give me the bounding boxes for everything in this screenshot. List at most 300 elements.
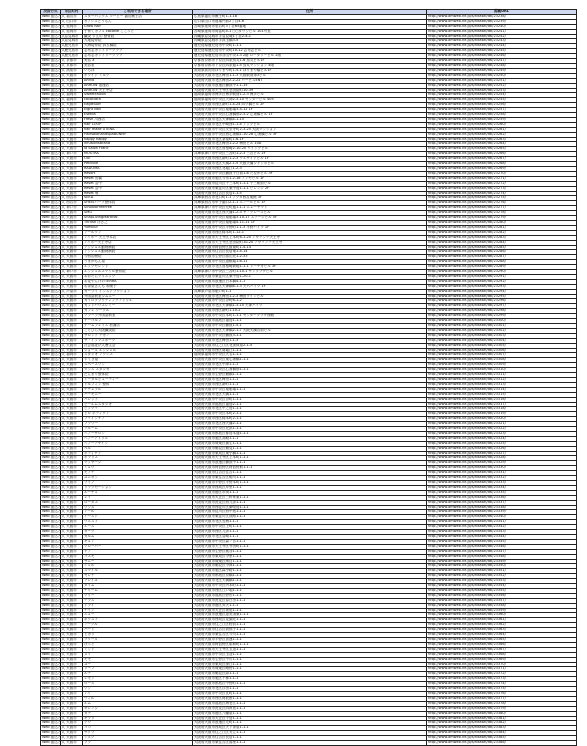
- cell-url[interactable]: http://www.amweb.ne.jp/s/hitasel/dtl/23344/: [427, 534, 577, 539]
- cell-payment-method: Web 振込方式: [42, 264, 65, 269]
- cell-url[interactable]: http://www.amweb.ne.jp/s/hitasel/dtl/23383/: [427, 726, 577, 731]
- header-payment-method: 決済方式: [41, 10, 61, 15]
- cell-place: すてき屋: [83, 358, 193, 363]
- cell-url[interactable]: http://www.amweb.ne.jp/s/hitasel/dtl/23291/: [427, 274, 577, 279]
- cell-place: Reset 豊中: [83, 186, 193, 191]
- cell-address: 大阪府大阪市都島区中野町1-1-1: [193, 682, 427, 687]
- cell-payment-method: Web 振込方式: [42, 715, 65, 720]
- cell-url[interactable]: http://www.amweb.ne.jp/s/hitasel/dtl/23374/: [427, 682, 577, 687]
- cell-url[interactable]: http://www.amweb.ne.jp/s/hitasel/dtl/23364/: [427, 633, 577, 638]
- cell-url[interactable]: http://www.amweb.ne.jp/s/hitasel/dtl/23336/: [427, 495, 577, 500]
- cell-url[interactable]: http://www.amweb.ne.jp/s/hitasel/dtl/23257/: [427, 108, 577, 113]
- cell-place: Estella: [83, 113, 193, 118]
- cell-url[interactable]: http://www.amweb.ne.jp/s/hitasel/dtl/23386/: [427, 741, 577, 746]
- cell-place: カーライ インストラクション: [83, 289, 193, 294]
- cell-city: 大阪市: [61, 691, 83, 696]
- cell-place: 今西治療院: [83, 255, 193, 260]
- cell-place: ミュウ: [83, 466, 193, 471]
- cell-url[interactable]: http://www.amweb.ne.jp/s/hitasel/dtl/23341/: [427, 520, 577, 525]
- cell-city: 山口市: [61, 19, 83, 24]
- cell-url[interactable]: http://www.amweb.ne.jp/s/hitasel/dtl/23381/: [427, 716, 577, 721]
- cell-payment-method: Web 振込方式: [42, 180, 65, 185]
- cell-place: ナチュラル: [83, 387, 193, 392]
- cell-url[interactable]: http://www.amweb.ne.jp/s/hitasel/dtl/23355/: [427, 588, 577, 593]
- cell-url[interactable]: http://www.amweb.ne.jp/s/hitasel/dtl/23256/: [427, 103, 577, 108]
- cell-payment-method: Web 振込方式: [42, 323, 65, 327]
- cell-payment-method: Web 振込方式: [42, 450, 65, 455]
- cell-place: テラス: [83, 598, 193, 603]
- cell-city: 大阪市: [61, 451, 83, 456]
- cell-url[interactable]: http://www.amweb.ne.jp/s/hitasel/dtl/23262/: [427, 132, 577, 137]
- cell-payment-method: Web 振込方式: [42, 681, 65, 686]
- cell-place: カットハウスレミー: [83, 304, 193, 309]
- cell-payment-method: Web 振込方式: [42, 357, 65, 362]
- cell-url[interactable]: http://www.amweb.ne.jp/s/hitasel/dtl/23316/: [427, 397, 577, 402]
- cell-place: ルーチェ: [83, 490, 193, 495]
- cell-place: 子育てカフェ cocotte ここっと: [83, 29, 193, 34]
- cell-url[interactable]: http://www.amweb.ne.jp/s/hitasel/dtl/23346/: [427, 544, 577, 549]
- cell-payment-method: Web 振込方式: [42, 62, 65, 67]
- cell-address: 大阪府大阪市中央区森ノ宮1-1-1: [193, 539, 427, 544]
- cell-address: 大阪府大阪市北区中崎西1-1-4 アップビル: [193, 122, 427, 127]
- cell-url[interactable]: http://www.amweb.ne.jp/s/hitasel/dtl/23244/: [427, 44, 577, 49]
- cell-url[interactable]: http://www.amweb.ne.jp/s/hitasel/dtl/23284/: [427, 240, 577, 245]
- cell-payment-method: Web 振込方式: [42, 293, 65, 298]
- cell-place: モモ: [83, 657, 193, 662]
- cell-url[interactable]: http://www.amweb.ne.jp/s/hitasel/dtl/23349/: [427, 559, 577, 564]
- cell-address: 大阪府大阪市北区梅田1-2-3 梅田ツインビル: [193, 294, 427, 299]
- cell-place: オーク: [83, 530, 193, 535]
- cell-url[interactable]: http://www.amweb.ne.jp/s/hitasel/dtl/23326/: [427, 446, 577, 451]
- cell-url[interactable]: http://www.amweb.ne.jp/s/hitasel/dtl/23352/: [427, 574, 577, 579]
- cell-address: 大阪府大阪市福島区福島2-1-1: [193, 402, 427, 407]
- cell-payment-method: Web 振込方式: [42, 637, 65, 641]
- cell-url[interactable]: http://www.amweb.ne.jp/s/hitasel/dtl/23283/: [427, 235, 577, 240]
- cell-url[interactable]: http://www.amweb.ne.jp/s/hitasel/dtl/23323/: [427, 431, 577, 436]
- cell-city: 大阪市: [61, 539, 83, 544]
- cell-url[interactable]: http://www.amweb.ne.jp/s/hitasel/dtl/23320/: [427, 417, 577, 422]
- cell-url[interactable]: http://www.amweb.ne.jp/s/hitasel/dtl/23353/: [427, 579, 577, 584]
- cell-payment-method: Web 振込方式: [42, 254, 65, 259]
- cell-url[interactable]: http://www.amweb.ne.jp/s/hitasel/dtl/23268/: [427, 162, 577, 167]
- cell-place: ケア: [83, 549, 193, 554]
- cell-address: 大阪府大阪市平野区喜連1-1-1: [193, 638, 427, 643]
- cell-url[interactable]: http://www.amweb.ne.jp/s/hitasel/dtl/23372/: [427, 672, 577, 677]
- cell-url[interactable]: http://www.amweb.ne.jp/s/hitasel/dtl/23331/: [427, 471, 577, 476]
- cell-payment-method: Web 振込方式: [42, 283, 65, 288]
- cell-payment-method: Web 振込方式: [42, 514, 65, 519]
- cell-url[interactable]: http://www.amweb.ne.jp/s/hitasel/dtl/23318/: [427, 407, 577, 412]
- cell-place: 志布志カントリークラブ: [83, 54, 193, 59]
- cell-url[interactable]: http://www.amweb.ne.jp/s/hitasel/dtl/23375/: [427, 687, 577, 692]
- cell-url[interactable]: http://www.amweb.ne.jp/s/hitasel/dtl/23378/: [427, 701, 577, 706]
- cell-address: 大阪府大阪市東成区東小橋1-1-1: [193, 451, 427, 456]
- cell-city: 大阪市: [61, 682, 83, 687]
- cell-url[interactable]: http://www.amweb.ne.jp/s/hitasel/dtl/23379/: [427, 706, 577, 711]
- cell-url[interactable]: http://www.amweb.ne.jp/s/hitasel/dtl/23337/: [427, 500, 577, 505]
- cell-url[interactable]: http://www.amweb.ne.jp/s/hitasel/dtl/23239/: [427, 19, 577, 24]
- cell-payment-method: Web 振込方式: [42, 170, 65, 175]
- cell-url[interactable]: http://www.amweb.ne.jp/s/hitasel/dtl/23285/: [427, 245, 577, 250]
- cell-payment-method: Web 振込方式: [42, 548, 65, 553]
- cell-place: カルム: [83, 534, 193, 539]
- cell-url[interactable]: http://www.amweb.ne.jp/s/hitasel/dtl/23359/: [427, 608, 577, 613]
- cell-payment-method: Web 振込方式: [42, 112, 65, 117]
- cell-address: 大阪府大阪市旭区今市1-2-18 アンセビル 1F: [193, 176, 427, 181]
- cell-url[interactable]: http://www.amweb.ne.jp/s/hitasel/dtl/23334/: [427, 485, 577, 490]
- cell-address: 沖縄県豊見城市字豊見城1丁目2-4-1: [193, 34, 427, 39]
- cell-city: 大阪市: [61, 677, 83, 682]
- cell-url[interactable]: http://www.amweb.ne.jp/s/hitasel/dtl/23367/: [427, 647, 577, 652]
- cell-url[interactable]: http://www.amweb.ne.jp/s/hitasel/dtl/23319/: [427, 412, 577, 417]
- cell-address: 京都府京都市下京区四条通1-5 烏丸マンション 4階: [193, 63, 427, 68]
- cell-url[interactable]: http://www.amweb.ne.jp/s/hitasel/dtl/23328/: [427, 456, 577, 461]
- cell-payment-method: Web 振込方式: [42, 695, 65, 700]
- cell-address: 大阪府大阪市福島区福島1-1-1: [193, 319, 427, 324]
- cell-url[interactable]: http://www.amweb.ne.jp/s/hitasel/dtl/23310/: [427, 368, 577, 373]
- cell-url[interactable]: http://www.amweb.ne.jp/s/hitasel/dtl/23313/: [427, 382, 577, 387]
- cell-url[interactable]: http://www.amweb.ne.jp/s/hitasel/dtl/23293/: [427, 284, 577, 289]
- cell-url[interactable]: http://www.amweb.ne.jp/s/hitasel/dtl/23267/: [427, 157, 577, 162]
- cell-url[interactable]: http://www.amweb.ne.jp/s/hitasel/dtl/23324/: [427, 436, 577, 441]
- cell-address: 兵庫県西宮市甲子園口2-1-1 エノールビル 1F: [193, 201, 427, 206]
- cell-city: 大阪市: [61, 579, 83, 584]
- cell-place: ウエスト: [83, 520, 193, 525]
- cell-url[interactable]: http://www.amweb.ne.jp/s/hitasel/dtl/23377/: [427, 696, 577, 701]
- cell-payment-method: Web 振込方式: [42, 298, 65, 303]
- cell-place: アイホー 天王寺本店: [83, 235, 193, 240]
- cell-url[interactable]: http://www.amweb.ne.jp/s/hitasel/dtl/23258/: [427, 113, 577, 118]
- cell-url[interactable]: http://www.amweb.ne.jp/s/hitasel/dtl/23248/: [427, 63, 577, 68]
- cell-city: 大阪市: [61, 363, 83, 368]
- cell-url[interactable]: http://www.amweb.ne.jp/s/hitasel/dtl/23243/: [427, 39, 577, 44]
- cell-url[interactable]: http://www.amweb.ne.jp/s/hitasel/dtl/23363/: [427, 628, 577, 633]
- cell-place: ワンズ: [83, 505, 193, 510]
- cell-url[interactable]: http://www.amweb.ne.jp/s/hitasel/dtl/23304/: [427, 338, 577, 343]
- cell-url[interactable]: http://www.amweb.ne.jp/s/hitasel/dtl/23338/: [427, 505, 577, 510]
- cell-url[interactable]: http://www.amweb.ne.jp/s/hitasel/dtl/23259/: [427, 117, 577, 122]
- cell-city: 大阪市: [61, 638, 83, 643]
- cell-url[interactable]: http://www.amweb.ne.jp/s/hitasel/dtl/23271/: [427, 176, 577, 181]
- cell-payment-method: Web 振込方式: [42, 617, 65, 622]
- cell-city: 大阪市: [61, 701, 83, 706]
- cell-address: 大阪府大阪市東淀川区東中島1-1-1 ビレッジ 2F: [193, 186, 427, 191]
- cell-place: Grow hair: [83, 24, 193, 29]
- cell-url[interactable]: http://www.amweb.ne.jp/s/hitasel/dtl/23240/: [427, 24, 577, 29]
- cell-url[interactable]: http://www.amweb.ne.jp/s/hitasel/dtl/23242/: [427, 34, 577, 39]
- cell-place: クローバー: [83, 544, 193, 549]
- cell-url[interactable]: http://www.amweb.ne.jp/s/hitasel/dtl/23276/: [427, 201, 577, 206]
- cell-url[interactable]: http://www.amweb.ne.jp/s/hitasel/dtl/23380/: [427, 711, 577, 716]
- cell-url[interactable]: http://www.amweb.ne.jp/s/hitasel/dtl/23261/: [427, 127, 577, 132]
- cell-payment-method: Web 振込方式: [42, 583, 65, 588]
- cell-city: 大阪市: [61, 485, 83, 490]
- cell-url[interactable]: http://www.amweb.ne.jp/s/hitasel/dtl/23292/: [427, 279, 577, 284]
- cell-url[interactable]: http://www.amweb.ne.jp/s/hitasel/dtl/23247/: [427, 59, 577, 64]
- cell-city: 大阪市: [61, 220, 83, 225]
- cell-city: 大阪市: [61, 510, 83, 515]
- cell-url[interactable]: http://www.amweb.ne.jp/s/hitasel/dtl/23305/: [427, 343, 577, 348]
- cell-payment-method: Web 振込方式: [42, 563, 65, 568]
- cell-address: 大阪府大阪市北区梅田1-1-3: [193, 338, 427, 343]
- cell-url[interactable]: http://www.amweb.ne.jp/s/hitasel/dtl/23300/: [427, 319, 577, 324]
- cell-url[interactable]: http://www.amweb.ne.jp/s/hitasel/dtl/23297/: [427, 304, 577, 309]
- cell-url[interactable]: http://www.amweb.ne.jp/s/hitasel/dtl/23345/: [427, 539, 577, 544]
- cell-url[interactable]: http://www.amweb.ne.jp/s/hitasel/dtl/23333/: [427, 481, 577, 486]
- cell-url[interactable]: http://www.amweb.ne.jp/s/hitasel/dtl/23263/: [427, 137, 577, 142]
- cell-place: シズク: [83, 736, 193, 741]
- cell-city: 大阪市: [61, 436, 83, 441]
- cell-url[interactable]: http://www.amweb.ne.jp/s/hitasel/dtl/23282/: [427, 230, 577, 235]
- cell-city: 西宮市: [61, 201, 83, 206]
- cell-url[interactable]: http://www.amweb.ne.jp/s/hitasel/dtl/23368/: [427, 652, 577, 657]
- cell-city: 大阪市: [61, 608, 83, 613]
- cell-city: 大阪市: [61, 348, 83, 353]
- cell-url[interactable]: http://www.amweb.ne.jp/s/hitasel/dtl/23273/: [427, 186, 577, 191]
- cell-url[interactable]: http://www.amweb.ne.jp/s/hitasel/dtl/23287/: [427, 255, 577, 260]
- cell-payment-method: Web 振込方式: [42, 327, 65, 332]
- cell-url[interactable]: http://www.amweb.ne.jp/s/hitasel/dtl/23376/: [427, 691, 577, 696]
- cell-city: 豊見城市: [61, 39, 83, 44]
- cell-city: 大阪市: [61, 117, 83, 122]
- cell-city: 大阪市: [61, 230, 83, 235]
- cell-url[interactable]: http://www.amweb.ne.jp/s/hitasel/dtl/23272/: [427, 181, 577, 186]
- cell-city: 大阪市: [61, 549, 83, 554]
- cell-place: ホワイト ミルク: [83, 73, 193, 78]
- cell-place: ファインケア: [83, 417, 193, 422]
- cell-url[interactable]: http://www.amweb.ne.jp/s/hitasel/dtl/23266/: [427, 152, 577, 157]
- cell-url[interactable]: http://www.amweb.ne.jp/s/hitasel/dtl/23327/: [427, 451, 577, 456]
- cell-place: ロータス: [83, 500, 193, 505]
- header-place: ご利用できる場所: [83, 10, 193, 15]
- cell-url[interactable]: http://www.amweb.ne.jp/s/hitasel/dtl/23340/: [427, 515, 577, 520]
- cell-url[interactable]: http://www.amweb.ne.jp/s/hitasel/dtl/23279/: [427, 216, 577, 221]
- cell-city: 大阪市: [61, 225, 83, 230]
- cell-place: ソラ: [83, 741, 193, 746]
- cell-city: 大阪市: [61, 593, 83, 598]
- cell-address: 大阪府大阪市住吉区長居東1-4-14: [193, 250, 427, 255]
- cell-city: 大阪市: [61, 250, 83, 255]
- cell-url[interactable]: http://www.amweb.ne.jp/s/hitasel/dtl/23358/: [427, 603, 577, 608]
- cell-url[interactable]: http://www.amweb.ne.jp/s/hitasel/dtl/23278/: [427, 211, 577, 216]
- cell-place: サクラ: [83, 731, 193, 736]
- cell-url[interactable]: http://www.amweb.ne.jp/s/hitasel/dtl/23253/: [427, 88, 577, 93]
- cell-url[interactable]: http://www.amweb.ne.jp/s/hitasel/dtl/23322/: [427, 427, 577, 432]
- cell-url[interactable]: http://www.amweb.ne.jp/s/hitasel/dtl/23360/: [427, 613, 577, 618]
- cell-payment-method: Web 振込方式: [42, 710, 65, 715]
- cell-url[interactable]: http://www.amweb.ne.jp/s/hitasel/dtl/23306/: [427, 348, 577, 353]
- cell-url[interactable]: http://www.amweb.ne.jp/s/hitasel/dtl/23309/: [427, 363, 577, 368]
- cell-url[interactable]: http://www.amweb.ne.jp/s/hitasel/dtl/23317/: [427, 402, 577, 407]
- cell-address: 大阪府大阪市東住吉区駒川1-1-1: [193, 476, 427, 481]
- cell-url[interactable]: http://www.amweb.ne.jp/s/hitasel/dtl/23382/: [427, 721, 577, 726]
- cell-place: ハーモニー: [83, 392, 193, 397]
- cell-url[interactable]: http://www.amweb.ne.jp/s/hitasel/dtl/23365/: [427, 638, 577, 643]
- cell-place: アイ: [83, 691, 193, 696]
- cell-url[interactable]: http://www.amweb.ne.jp/s/hitasel/dtl/23347/: [427, 549, 577, 554]
- cell-url[interactable]: http://www.amweb.ne.jp/s/hitasel/dtl/23254/: [427, 93, 577, 98]
- cell-place: ソレイユ: [83, 579, 193, 584]
- cell-url[interactable]: http://www.amweb.ne.jp/s/hitasel/dtl/23348/: [427, 554, 577, 559]
- cell-url[interactable]: http://www.amweb.ne.jp/s/hitasel/dtl/23311/: [427, 373, 577, 378]
- cell-url[interactable]: http://www.amweb.ne.jp/s/hitasel/dtl/23298/: [427, 309, 577, 314]
- cell-city: 福山市: [61, 14, 83, 19]
- cell-payment-method: Web 振込方式: [42, 151, 65, 156]
- cell-place: ユー: [83, 662, 193, 667]
- cell-url[interactable]: http://www.amweb.ne.jp/s/hitasel/dtl/23321/: [427, 422, 577, 427]
- cell-url[interactable]: http://www.amweb.ne.jp/s/hitasel/dtl/23281/: [427, 225, 577, 230]
- cell-place: RADOMA: [83, 167, 193, 172]
- cell-payment-method: Web 振込方式: [42, 229, 65, 234]
- cell-address: 大阪府大阪市大正区三軒家東1-1-1: [193, 495, 427, 500]
- cell-payment-method: Web 振込方式: [42, 185, 65, 190]
- cell-url[interactable]: http://www.amweb.ne.jp/s/hitasel/dtl/23332/: [427, 476, 577, 481]
- cell-address: 大阪府大阪市浪速区恵美須東1-1-1: [193, 613, 427, 618]
- cell-place: ツリー: [83, 593, 193, 598]
- cell-url[interactable]: http://www.amweb.ne.jp/s/hitasel/dtl/23270/: [427, 171, 577, 176]
- cell-payment-method: Web 振込方式: [42, 288, 65, 293]
- cell-place: ハート: [83, 628, 193, 633]
- cell-url[interactable]: http://www.amweb.ne.jp/s/hitasel/dtl/23330/: [427, 466, 577, 471]
- cell-place: お花やんけのTERRA: [83, 279, 193, 284]
- cell-url[interactable]: http://www.amweb.ne.jp/s/hitasel/dtl/23255/: [427, 98, 577, 103]
- cell-url[interactable]: http://www.amweb.ne.jp/s/hitasel/dtl/23314/: [427, 387, 577, 392]
- cell-payment-method: Web 振込方式: [42, 18, 65, 23]
- cell-url[interactable]: http://www.amweb.ne.jp/s/hitasel/dtl/23308/: [427, 358, 577, 363]
- cell-url[interactable]: http://www.amweb.ne.jp/s/hitasel/dtl/23245/: [427, 49, 577, 54]
- cell-url[interactable]: http://www.amweb.ne.jp/s/hitasel/dtl/23312/: [427, 377, 577, 382]
- cell-url[interactable]: http://www.amweb.ne.jp/s/hitasel/dtl/23329/: [427, 461, 577, 466]
- cell-city: 大阪市: [61, 515, 83, 520]
- cell-address: 大阪府大阪市鶴見区緑1-1-1: [193, 672, 427, 677]
- cell-place: SMG: [83, 211, 193, 216]
- cell-city: 大阪市: [61, 667, 83, 672]
- cell-url[interactable]: http://www.amweb.ne.jp/s/hitasel/dtl/23350/: [427, 564, 577, 569]
- cell-address: 大阪府大阪市生野区桃谷1-1-1: [193, 549, 427, 554]
- cell-url[interactable]: http://www.amweb.ne.jp/s/hitasel/dtl/23295/: [427, 294, 577, 299]
- cell-url[interactable]: http://www.amweb.ne.jp/s/hitasel/dtl/23249/: [427, 68, 577, 73]
- cell-place: 大地接骨院: [83, 39, 193, 44]
- cell-address: 大阪府大阪市北区梅田1-1-1: [193, 377, 427, 382]
- cell-url[interactable]: http://www.amweb.ne.jp/s/hitasel/dtl/23339/: [427, 510, 577, 515]
- cell-url[interactable]: http://www.amweb.ne.jp/s/hitasel/dtl/23299/: [427, 314, 577, 319]
- cell-url[interactable]: http://www.amweb.ne.jp/s/hitasel/dtl/23335/: [427, 490, 577, 495]
- cell-url[interactable]: http://www.amweb.ne.jp/s/hitasel/dtl/23301/: [427, 324, 577, 329]
- cell-place: スタジオ アクシス: [83, 353, 193, 358]
- cell-url[interactable]: http://www.amweb.ne.jp/s/hitasel/dtl/23384/: [427, 731, 577, 736]
- cell-url[interactable]: http://www.amweb.ne.jp/s/hitasel/dtl/23303/: [427, 333, 577, 338]
- cell-city: 大阪市: [61, 73, 83, 78]
- cell-url[interactable]: http://www.amweb.ne.jp/s/hitasel/dtl/23269/: [427, 167, 577, 172]
- cell-url[interactable]: http://www.amweb.ne.jp/s/hitasel/dtl/23288/: [427, 260, 577, 265]
- cell-url[interactable]: http://www.amweb.ne.jp/s/hitasel/dtl/23251/: [427, 78, 577, 83]
- cell-place: 志布志カントリークラブ: [83, 49, 193, 54]
- cell-url[interactable]: http://www.amweb.ne.jp/s/hitasel/dtl/23296/: [427, 299, 577, 304]
- cell-url[interactable]: http://www.amweb.ne.jp/s/hitasel/dtl/23373/: [427, 677, 577, 682]
- cell-url[interactable]: http://www.amweb.ne.jp/s/hitasel/dtl/23343/: [427, 530, 577, 535]
- cell-city: 延岡市: [61, 24, 83, 29]
- cell-url[interactable]: http://www.amweb.ne.jp/s/hitasel/dtl/23252/: [427, 83, 577, 88]
- cell-place: SinoBioFreeFree: [83, 206, 193, 211]
- cell-url[interactable]: http://www.amweb.ne.jp/s/hitasel/dtl/23307/: [427, 353, 577, 358]
- cell-address: 大阪府大阪市中央区南船場4-11-11 1F: [193, 220, 427, 225]
- cell-url[interactable]: http://www.amweb.ne.jp/s/hitasel/dtl/23385/: [427, 736, 577, 741]
- cell-url[interactable]: http://www.amweb.ne.jp/s/hitasel/dtl/23302/: [427, 328, 577, 333]
- cell-url[interactable]: http://www.amweb.ne.jp/s/hitasel/dtl/23325/: [427, 441, 577, 446]
- cell-url[interactable]: http://www.amweb.ne.jp/s/hitasel/dtl/23265/: [427, 147, 577, 152]
- cell-url[interactable]: http://www.amweb.ne.jp/s/hitasel/dtl/23280/: [427, 220, 577, 225]
- cell-url[interactable]: http://www.amweb.ne.jp/s/hitasel/dtl/23357/: [427, 598, 577, 603]
- cell-payment-method: Web 振込方式: [42, 43, 65, 48]
- cell-place: ローズ: [83, 682, 193, 687]
- cell-url[interactable]: http://www.amweb.ne.jp/s/hitasel/dtl/23238/: [427, 14, 577, 19]
- cell-city: 鹿児島市: [61, 49, 83, 54]
- cell-city: 大阪市: [61, 741, 83, 746]
- cell-url[interactable]: http://www.amweb.ne.jp/s/hitasel/dtl/23366/: [427, 642, 577, 647]
- cell-address: 大阪府大阪市西区江戸堀1-1-1: [193, 588, 427, 593]
- cell-url[interactable]: http://www.amweb.ne.jp/s/hitasel/dtl/23289/: [427, 265, 577, 270]
- cell-address: 福岡県福岡市博多区博多駅前1-2-3 博多ビル: [193, 93, 427, 98]
- cell-url[interactable]: http://www.amweb.ne.jp/s/hitasel/dtl/23286/: [427, 250, 577, 255]
- cell-payment-method: Web 振込方式: [42, 597, 65, 602]
- cell-url[interactable]: http://www.amweb.ne.jp/s/hitasel/dtl/23361/: [427, 618, 577, 623]
- cell-city: 芦屋市: [61, 289, 83, 294]
- cell-url[interactable]: http://www.amweb.ne.jp/s/hitasel/dtl/23275/: [427, 196, 577, 201]
- cell-address: 大阪府大阪市中央区西心斎橋1-10-28 心斎橋ビル 3F: [193, 132, 427, 137]
- cell-url[interactable]: http://www.amweb.ne.jp/s/hitasel/dtl/23260/: [427, 122, 577, 127]
- cell-payment-method: Web 振込方式: [42, 175, 65, 180]
- cell-place: ARROW 浪速店: [83, 83, 193, 88]
- cell-place: ザ・イップスポーツ: [83, 338, 193, 343]
- cell-url[interactable]: http://www.amweb.ne.jp/s/hitasel/dtl/23246/: [427, 54, 577, 59]
- cell-url[interactable]: http://www.amweb.ne.jp/s/hitasel/dtl/23250/: [427, 73, 577, 78]
- cell-address: 大阪府大阪市都島区京橋1-1-1: [193, 574, 427, 579]
- cell-payment-method: Web 振込方式: [42, 13, 65, 18]
- cell-payment-method: Web 振込方式: [42, 82, 65, 87]
- cell-city: 大阪市: [61, 613, 83, 618]
- cell-address: 大阪府大阪市中央区東心斎橋1-1-1: [193, 358, 427, 363]
- cell-address: 大阪府大阪市北区梅田1-1-3 大阪駅前第3ビル: [193, 73, 427, 78]
- cell-url[interactable]: http://www.amweb.ne.jp/s/hitasel/dtl/23370/: [427, 662, 577, 667]
- cell-address: 大阪府大阪市東成区深江1-1-1: [193, 662, 427, 667]
- cell-payment-method: Web 振込方式: [42, 72, 65, 77]
- cell-url[interactable]: http://www.amweb.ne.jp/s/hitasel/dtl/23351/: [427, 569, 577, 574]
- cell-url[interactable]: http://www.amweb.ne.jp/s/hitasel/dtl/23362/: [427, 623, 577, 628]
- cell-url[interactable]: http://www.amweb.ne.jp/s/hitasel/dtl/23371/: [427, 667, 577, 672]
- cell-address: 大阪府大阪市西区新町1-4-24 四ツ橋ビル 2F: [193, 103, 427, 108]
- cell-url[interactable]: http://www.amweb.ne.jp/s/hitasel/dtl/23342/: [427, 525, 577, 530]
- cell-url[interactable]: http://www.amweb.ne.jp/s/hitasel/dtl/23369/: [427, 657, 577, 662]
- cell-url[interactable]: http://www.amweb.ne.jp/s/hitasel/dtl/23264/: [427, 142, 577, 147]
- cell-place: オレンジ: [83, 706, 193, 711]
- cell-url[interactable]: http://www.amweb.ne.jp/s/hitasel/dtl/23294/: [427, 289, 577, 294]
- cell-payment-method: Web 振込方式: [42, 146, 65, 151]
- cell-place: トータルビューティー: [83, 377, 193, 382]
- cell-url[interactable]: http://www.amweb.ne.jp/s/hitasel/dtl/23356/: [427, 593, 577, 598]
- cell-url[interactable]: http://www.amweb.ne.jp/s/hitasel/dtl/23277/: [427, 206, 577, 211]
- cell-url[interactable]: http://www.amweb.ne.jp/s/hitasel/dtl/23315/: [427, 392, 577, 397]
- cell-city: 大阪市: [61, 260, 83, 265]
- cell-url[interactable]: http://www.amweb.ne.jp/s/hitasel/dtl/23290/: [427, 270, 577, 275]
- cell-address: 鹿児島県鹿児島市谷山中央1-3 2階 ロータリービル 2階: [193, 54, 427, 59]
- cell-address: 大阪府大阪市住之江区安立1-1-1: [193, 731, 427, 736]
- cell-url[interactable]: http://www.amweb.ne.jp/s/hitasel/dtl/23354/: [427, 584, 577, 589]
- cell-url[interactable]: http://www.amweb.ne.jp/s/hitasel/dtl/23241/: [427, 29, 577, 34]
- cell-city: 大阪市: [61, 657, 83, 662]
- cell-payment-method: Web 振込方式: [42, 367, 65, 372]
- cell-url[interactable]: http://www.amweb.ne.jp/s/hitasel/dtl/23274/: [427, 191, 577, 196]
- cell-place: Yumikur: [83, 225, 193, 230]
